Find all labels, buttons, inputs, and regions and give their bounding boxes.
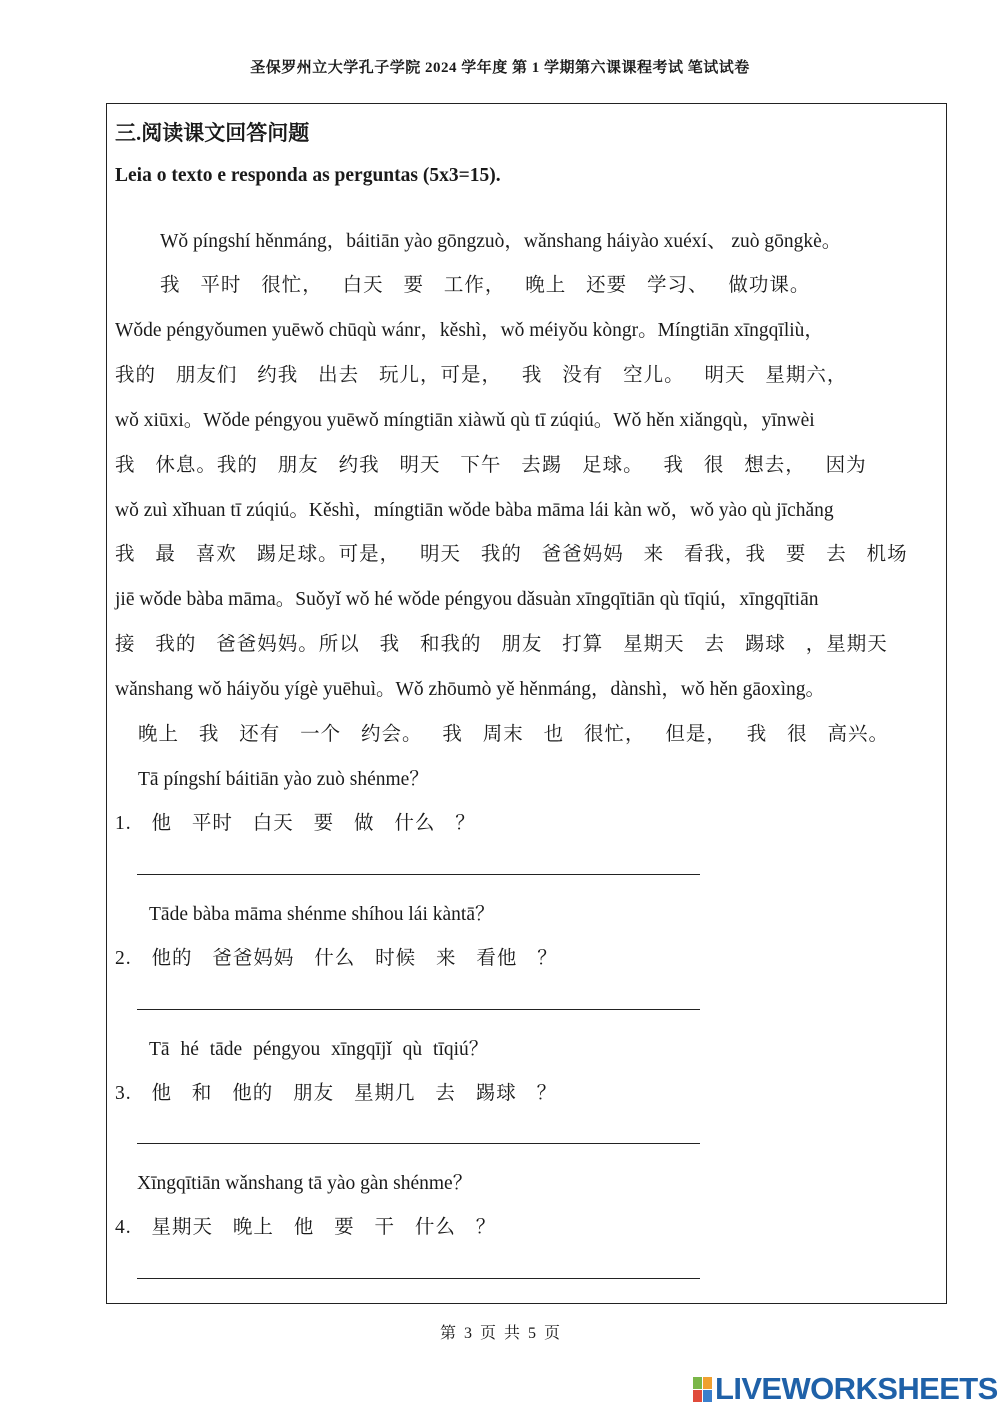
passage-hanzi-line: 我 最 喜欢 踢足球。可是， 明天 我的 爸爸妈妈 来 看我，我 要 去 机场 bbox=[115, 544, 908, 565]
passage-hanzi-line: 我 平时 很忙， 白天 要 工作， 晚上 还要 学习、 做功课。 bbox=[160, 275, 811, 296]
passage-pinyin-line: wǎnshang wǒ háiyǒu yígè yuēhuì。Wǒ zhōumò yě hěnmáng，dànshì，wǒ hěn gāoxìng。 bbox=[115, 679, 825, 700]
page-number: 第 3 页 共 5 页 bbox=[439, 1325, 560, 1342]
passage-pinyin-line: Wǒde péngyǒumen yuēwǒ chūqù wánr，kěshì，wǒ méiyǒu kòngr。Míngtiān xīngqīliù， bbox=[115, 320, 824, 341]
passage-hanzi-line: 我的 朋友们 约我 出去 玩儿，可是， 我 没有 空儿。 明天 星期六， bbox=[115, 365, 848, 386]
section-title: 三.阅读课文回答问题 bbox=[115, 121, 310, 145]
question-3-pinyin: Tā hé tāde péngyou xīngqījǐ qù tīqiú？ bbox=[149, 1039, 489, 1060]
question-4-text: 4. 星期天 晚上 他 要 干 什么 ？ bbox=[115, 1217, 497, 1238]
question-1-pinyin: Tā píngshí báitiān yào zuò shénme？ bbox=[138, 769, 429, 790]
liveworksheets-wordmark: LIVEWORKSHEETS bbox=[715, 1371, 998, 1406]
question-2-pinyin: Tāde bàba māma shénme shíhou lái kàntā？ bbox=[149, 904, 495, 925]
answer-line-3[interactable] bbox=[137, 1143, 700, 1144]
question-3-text: 3. 他 和 他的 朋友 星期几 去 踢球 ？ bbox=[115, 1083, 558, 1104]
section-instructions: Leia o texto e responda as perguntas (5x3=15). bbox=[115, 165, 501, 186]
passage-hanzi-line: 接 我的 爸爸妈妈。所以 我 和我的 朋友 打算 星期天 去 踢球 ，星期天 bbox=[115, 634, 888, 655]
passage-pinyin-line: Wǒ píngshí hěnmáng，báitiān yào gōngzuò，wǎnshang háiyào xuéxí、 zuò gōngkè。 bbox=[160, 231, 842, 252]
passage-pinyin-line: wǒ xiūxi。Wǒde péngyou yuēwǒ míngtiān xiàwǔ qù tī zúqiú。Wǒ hěn xiǎngqù，yīnwèi bbox=[115, 410, 815, 431]
question-4-pinyin: Xīngqītiān wǎnshang tā yào gàn shénme？ bbox=[137, 1173, 473, 1194]
question-2-text: 2. 他的 爸爸妈妈 什么 时候 来 看他 ？ bbox=[115, 948, 558, 969]
passage-pinyin-line: wǒ zuì xǐhuan tī zúqiú。Kěshì，míngtiān wǒde bàba māma lái kàn wǒ，wǒ yào qù jīchǎng bbox=[115, 500, 834, 521]
answer-line-4[interactable] bbox=[137, 1278, 700, 1279]
passage-hanzi-line: 晚上 我 还有 一个 约会。 我 周末 也 很忙， 但是， 我 很 高兴。 bbox=[138, 724, 890, 745]
passage-hanzi-line: 我 休息。我的 朋友 约我 明天 下午 去踢 足球。 我 很 想去， 因为 bbox=[115, 455, 867, 476]
answer-line-1[interactable] bbox=[137, 874, 700, 875]
question-1-text: 1. 他 平时 白天 要 做 什么 ？ bbox=[115, 813, 476, 834]
liveworksheets-logo-icon bbox=[693, 1377, 713, 1402]
answer-line-2[interactable] bbox=[137, 1009, 700, 1010]
passage-pinyin-line: jiē wǒde bàba māma。Suǒyǐ wǒ hé wǒde péngyou dǎsuàn xīngqītiān qù tīqiú，xīngqītiān bbox=[115, 589, 819, 610]
exam-header: 圣保罗州立大学孔子学院 2024 学年度 第 1 学期第六课课程考试 笔试试卷 bbox=[250, 60, 750, 76]
